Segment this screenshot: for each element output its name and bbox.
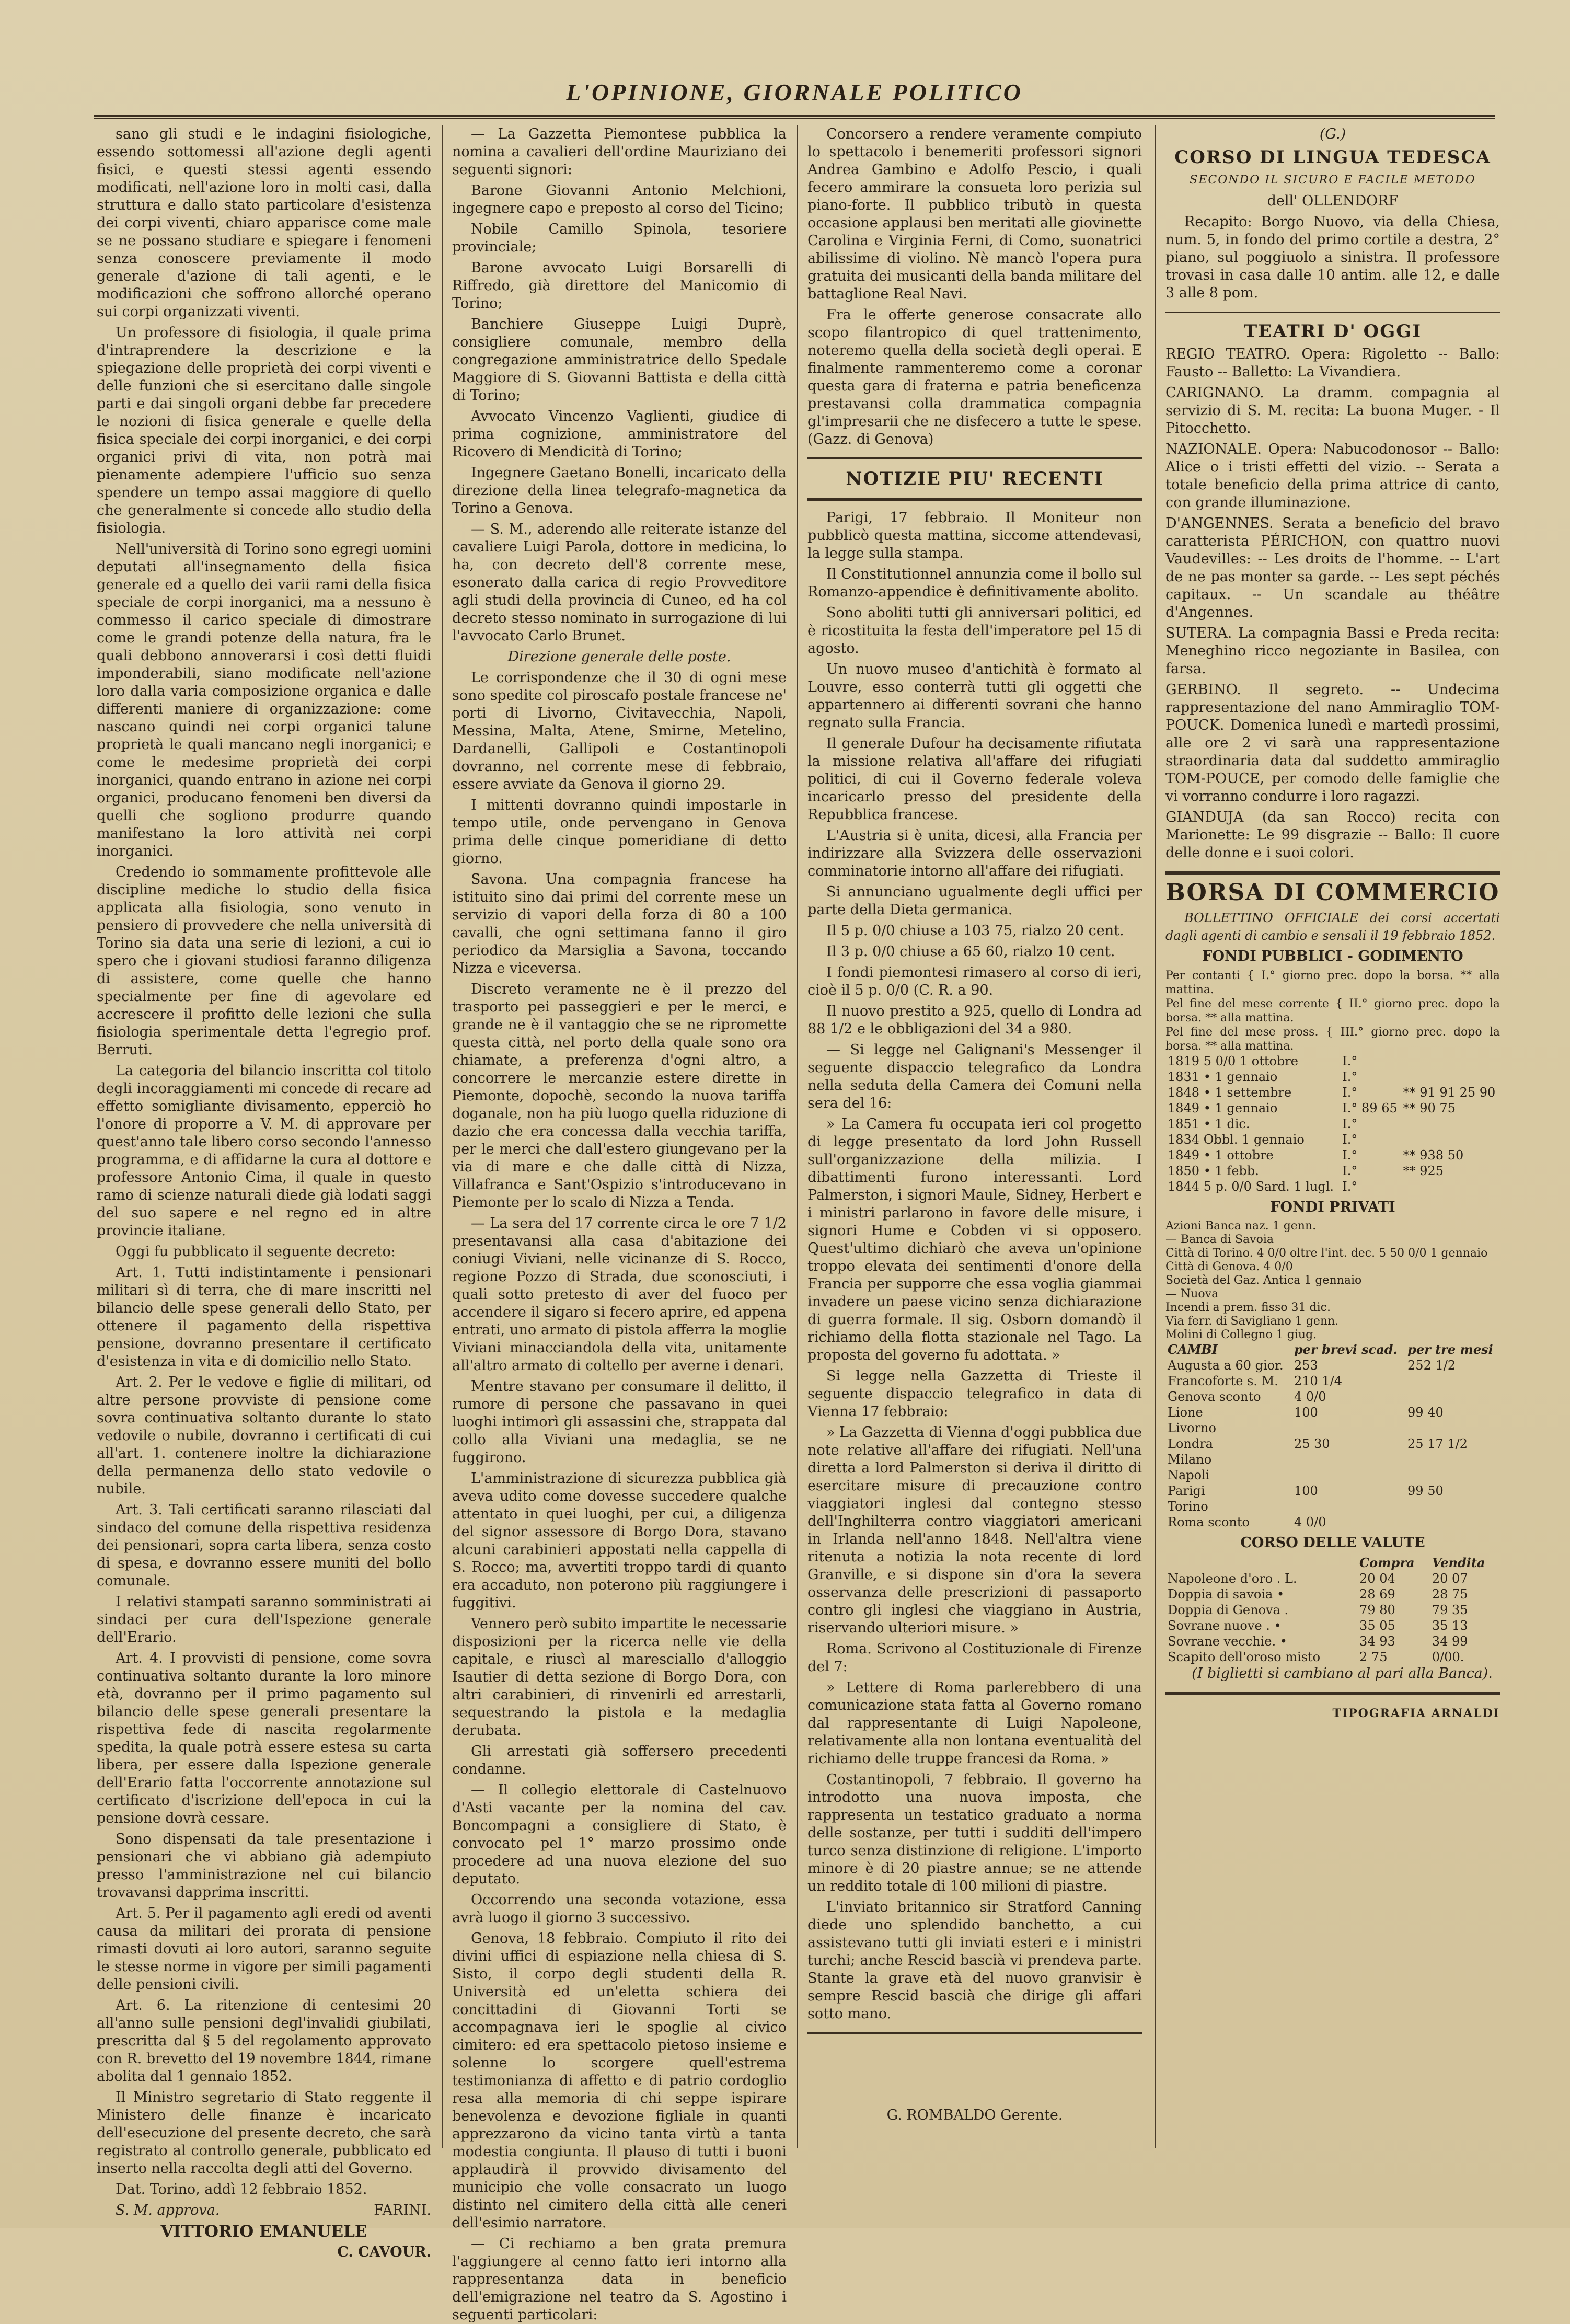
article-paragraph: Banchiere Giuseppe Luigi Duprè, consigliere comunale, membro della congregazione amministratrice dello Spedale Maggiore di S. Giovanni Battista e della città di Torino;: [452, 316, 787, 404]
table-cell: Sovrane vecchie. •: [1168, 1634, 1287, 1649]
fondi-privati-line: Molini di Collegno 1 giug.: [1165, 1328, 1317, 1341]
table-cell: 99 50: [1407, 1483, 1444, 1498]
article-paragraph: L'inviato britannico sir Stratford Canning diede uno splendido banchetto, a cui assistevano tutti gli inviati esteri e i ministri turchi; anche Rescid bascià vi prendeva parte. Stante la grave età del nuovo granvisir è sempre Rescid bascià che dirige gli affari sotto mano.: [807, 1899, 1142, 2022]
teatro-entry: NAZIONALE. Opera: Nabucodonosor -- Ballo: Alice o i tristi effetti del vizio. -- Serata a totale beneficio della prima attrice di canto, con grande illuminazione.: [1165, 441, 1500, 511]
article-paragraph: Fra le offerte generose consacrate allo scopo filantropico di quel trattenimento, noteremo quella della società degli operai. E finalmente rammenteremo come a coronar questa gara di fraterna e patria beneficenza prestavansi colla drammatica compagnia gl'impresarii che ne disfecero a tutte le spese. (Gazz. di Genova): [807, 307, 1142, 447]
king-signature: VITTORIO EMANUELE: [160, 2222, 367, 2241]
cambi-table: [1165, 1342, 1500, 1530]
article-paragraph: sano gli studi e le indagini fisiologiche, essendo sottomessi all'azione degli agenti fisici, e questi stessi agenti essendo modificati, nell'azione loro in molti casi, dalla struttura e dallo stato particolare d'esistenza dei corpi viventi, chiaro apparisce come male se ne possano studiare e spiegare i fenomeni senza conoscere previamente il modo generale d'azione di tali agenti, e le modificazioni che soffrono allorché operano sui corpi organizzati viventi.: [97, 126, 431, 320]
table-cell: 100: [1294, 1483, 1318, 1498]
table-row: [1165, 1053, 1500, 1069]
table-row: [1165, 1483, 1500, 1499]
table-row: [1165, 1405, 1500, 1420]
table-cell: 20 07: [1432, 1571, 1468, 1586]
table-cell: I.°: [1342, 1148, 1358, 1163]
table-cell: 1819 5 0/0 1 ottobre: [1168, 1054, 1298, 1068]
table-cell: 4 0/0: [1294, 1389, 1326, 1404]
corso-text: Recapito: Borgo Nuovo, via della Chiesa, num. 5, in fondo del primo cortile a destra, 2° piano, sul poggiuolo a sinistra. Il professore trovasi in casa dalle 10 antim. alle 12, e dalle 3 alle 8 pom.: [1165, 214, 1500, 301]
article-paragraph: L'Austria si è unita, dicesi, alla Francia per indirizzare alla Svizzera delle osservazioni comminatorie intorno all'affare dei rifugiati.: [807, 827, 1142, 879]
article-paragraph: L'amministrazione di sicurezza pubblica già aveva udito come dovesse succedere qualche attentato in quei luoghi, per cui, a diligenza del signor assessore di Borgo Dora, stavano alcuni carabinieri appostati nella cappella di S. Rocco; ma, avvertiti troppo tardi di quanto era accaduto, non poterono più raggiungere i fuggitivi.: [452, 1470, 787, 1611]
table-row: [1165, 1649, 1500, 1665]
table-cell: Augusta a 60 gior.: [1168, 1358, 1284, 1373]
table-cell: 25 30: [1294, 1436, 1330, 1451]
column-4: [1165, 125, 1500, 2148]
table-cell: Scapito dell'oroso misto: [1168, 1650, 1321, 1664]
table-cell: Roma sconto: [1168, 1515, 1250, 1529]
table-row: [1165, 1618, 1500, 1633]
table-cell: I.°: [1342, 1069, 1358, 1084]
table-row: [1165, 1179, 1500, 1194]
article-paragraph: Art. 2. Per le vedove e figlie di militari, od altre persone provviste di pensione come sovra continuativa soltanto durante lo stato vedovile o nubile, dovranno i certificati di cui all'art. 1. contenere inoltre la dichiarazione della permanenza dello stato vedovile o nubile.: [97, 1374, 431, 1497]
article-paragraph: I relativi stampati saranno somministrati ai sindaci per cura dell'Ispezione generale dell'Erario.: [97, 1594, 431, 1646]
article-paragraph: — La sera del 17 corrente circa le ore 7 1/2 presentavansi alla casa d'abitazione dei coniugi Viviani, nelle vicinanze di S. Rocco, regione Pozzo di Strada, due sconosciuti, i quali sotto pretesto di aver del fuoco per accendere il sigaro si fecero aprire, ed appena entrati, uno armato di pistola afferra la moglie Viviani minacciandola della vita, unitamente all'altro armato di coltello per averne i denari.: [452, 1215, 787, 1374]
article-paragraph: — S. M., aderendo alle reiterate istanze del cavaliere Luigi Parola, dottore in medicina, lo ha, con decreto dell'8 corrente mese, esonerato dalla carica di regio Provveditore agli studi della provincia di Cuneo, ed ha col decreto stesso nominato in surrogazione di lui l'avvocato Carlo Brunet.: [452, 521, 787, 644]
masthead: [94, 78, 1495, 119]
article-paragraph: Genova, 18 febbraio. Compiuto il rito dei divini uffici di espiazione nella chiesa di S. Sisto, il corpo degli studenti della R. Università ed un'eletta schiera dei concittadini di Giovanni Torti se accompagnava ieri le spoglie al civico cimitero: ed era spettacolo pietoso insieme e solenne lo scorgere quell'estrema testimonianza di affetto e di patrio cordoglio resa alla memoria di chi seppe ispirare benevolenza e devozione figliale in quanti apprezzarono da vicino tanta virtù a tanta modestia congiunta. Il plauso di tutti i buoni applaudirà il provvido divisamento del municipio che volle consacrato un luogo distinto nel cimitero della città alle ceneri dell'esimio narratore.: [452, 1930, 787, 2231]
table-row: [1165, 1132, 1500, 1147]
teatri-title: TEATRI D' OGGI: [1243, 321, 1422, 342]
teatro-entry: GERBINO. Il segreto. -- Undecima rappresentazione del nano Ammiraglio TOM-POUCK. Domenica lunedì e martedì prossimi, alle ore 2 vi sarà una rappresentazione straordinaria data dal suddetto ammiraglio TOM-POUCE, per comodo delle famiglie che vi vorranno condurre i loro ragazzi.: [1165, 682, 1500, 804]
column-2: [452, 125, 787, 2323]
table-row: [1165, 1586, 1500, 1602]
article-paragraph: — Ci rechiamo a ben grata premura l'aggiungere al cenno fatto ieri intorno alla rappresentanza data in beneficio dell'emigrazione nel teatro da S. Agostino i seguenti particolari:: [452, 2236, 787, 2323]
table-cell: Torino: [1168, 1499, 1208, 1514]
table-cell: [1405, 1389, 1500, 1405]
table-row: [1165, 1571, 1500, 1586]
article-paragraph: Sono dispensati da tale presentazione i pensionari che vi abbiano già adempiuto presso l'amministrazione nel cui bilancio trovavansi dapprima inscritti.: [97, 1831, 431, 1901]
article-paragraph: Il 5 p. 0/0 chiuse a 103 75, rialzo 20 cent.: [826, 923, 1124, 939]
article-paragraph: I fondi piemontesi rimasero al corso di ieri, cioè il 5 p. 0/0 (C. R. a 90.: [807, 964, 1142, 998]
table-cell: [1401, 1132, 1500, 1147]
article-paragraph: Art. 5. Per il pagamento agli eredi od aventi causa da militari dei prorata di pensione rimasti dovuti ai loro autori, saranno seguite le stesse norme in vigore per simili pagamenti delle pensioni civili.: [97, 1905, 431, 1993]
column-rule: [797, 125, 798, 2148]
table-header-cell: Compra: [1359, 1555, 1415, 1570]
approva-line: S. M. approva. FARINI.: [116, 2202, 431, 2218]
fondi-legend-line: Pel fine del mese pross. { III.° giorno prec. dopo la borsa. ** alla mattina.: [1165, 1026, 1500, 1053]
article-paragraph: Art. 3. Tali certificati saranno rilasciati dal sindaco del comune della rispettiva residenza dei pensionari, sopra carta libera, senza costo di spesa, e dovranno essere muniti del bollo comunale.: [97, 1502, 431, 1589]
ad-mark: (G.): [1319, 126, 1346, 142]
table-cell: [1401, 1053, 1500, 1069]
table-cell: 1848 • 1 settembre: [1168, 1085, 1292, 1100]
table-cell: ** 925: [1403, 1164, 1444, 1178]
article-paragraph: — Il collegio elettorale di Castelnuovo d'Asti vacante per la nomina del cav. Boncompagni a consigliere di Stato, è convocato pel 1° marzo prossimo onde procedere ad una nuova elezione del suo deputato.: [452, 1782, 787, 1887]
table-cell: [1405, 1499, 1500, 1514]
table-cell: [1292, 1452, 1405, 1467]
article-paragraph: Il 3 p. 0/0 chiuse a 65 60, rialzo 10 cent.: [826, 944, 1115, 960]
article-paragraph: Savona. Una compagnia francese ha istituito sino dai primi del corrente mese un servizio di vapori della forza di 80 a 100 cavalli, che ogni settimana fanno il giro periodico da Marsiglia a Savona, toccando Nizza e viceversa.: [452, 871, 787, 976]
table-cell: Doppia di Genova .: [1168, 1603, 1289, 1617]
valute-note: (I biglietti si cambiano al pari alla Banca).: [1192, 1665, 1493, 1682]
article-paragraph: » La Camera fu occupata ieri col progetto di legge presentato da lord John Russell sull'organizzazione della milizia. I dibattimenti furono interessanti. Lord Palmerston, i signori Maule, Sidney, Herbert e i ministri parlarono in favore delle misure, i signori Hume e Cobden vi si opposero. Quest'ultimo dichiarò che aveva un'opinione troppo elevata dei sentimenti d'onore della Francia per supporre che essa voglia giammai invadere un paese vicino senza dichiarazione di guerra formale. Il sig. Osborn domandò il richiamo della flotta stazionale nel Tago. La proposta del governo fu adottata. »: [807, 1116, 1142, 1363]
table-cell: Napoli: [1168, 1468, 1210, 1482]
corso-title: CORSO DI LINGUA TEDESCA: [1174, 147, 1491, 168]
article-paragraph: » La Gazzetta di Vienna d'oggi pubblica due note relative all'affare dei rifugiati. Nell'una diretta a lord Palmerston si deriva il diritto di esercitare misure di precauzione contro viaggiatori inglesi dal contegno stesso dell'Inghilterra contro viaggiatori americani in Irlanda nell'anno 1848. Nell'altra viene ritenuta a notizia la nota recente di lord Granville, e si dispone sin d'ora la severa osservanza delle prescrizioni di passaporto contro gli inglesi che viaggiano in Austria, riservando ulteriori misure. »: [807, 1424, 1142, 1636]
table-cell: ** 938 50: [1403, 1148, 1464, 1163]
table-cell: 1850 • 1 febb.: [1168, 1164, 1259, 1178]
table-cell: [1401, 1069, 1500, 1085]
article-paragraph: Vennero però subito impartite le necessarie disposizioni per la ricerca nelle vie della capitale, e riuscì al maresciallo d'alloggio Isautier di detta sezione di Borgo Dora, con altri carabinieri, di rinvenirli ed arrestarli, sequestrando la pistola e la medaglia derubata.: [452, 1616, 787, 1739]
table-cell: 1851 • 1 dic.: [1168, 1117, 1250, 1131]
article-paragraph: Art. 4. I provvisti di pensione, come sovra continuativa soltanto durante la loro minore età, dovranno per il primo pagamento sul bilancio delle spese generali presentare la rispettiva fede di nascita regolarmente spedita, la quale potrà essere estesa su carta libera, per essere dalla Ispezione generale dell'Erario fatta l'occorrente annotazione sul certificato d'iscrizione dell'epoca in cui la pensione dovrà cessare.: [97, 1650, 431, 1826]
teatro-entry: REGIO TEATRO. Opera: Rigoletto -- Ballo: Fausto -- Balletto: La Vivandiera.: [1165, 346, 1500, 380]
table-cell: [1292, 1499, 1405, 1514]
table-cell: I.°: [1342, 1164, 1358, 1178]
table-row: [1165, 1514, 1500, 1530]
teatro-entry: CARIGNANO. La dramm. compagnia al servizio di S. M. recita: La buona Muger. - Il Pitocchetto.: [1165, 385, 1500, 436]
table-row: [1165, 1633, 1500, 1649]
article-paragraph: Credendo io sommamente profittevole alle discipline mediche lo studio della fisica applicata alla fisiologia, sono venuto in pensiero di provvedere che nella università di Torino sia data una serie di lezioni, a cui io spero che i giovani studiosi faranno diligenza di assistere, come quelle che hanno specialmente per fine di agevolare ed accrescere il profitto delle lezioni che sulla fisiologia sperimentale detta l'egregio prof. Berruti.: [97, 864, 431, 1058]
corso-subtitle-2: dell' OLLENDORF: [1267, 193, 1399, 209]
table-cell: I.°: [1342, 1085, 1358, 1100]
table-header-cell: [1165, 1555, 1357, 1571]
table-cell: 1849 • 1 gennaio: [1168, 1101, 1278, 1115]
table-row: [1165, 1069, 1500, 1085]
article-paragraph: Il Constitutionnel annunzia come il bollo sul Romanzo-appendice è definitivamente abolito.: [807, 566, 1142, 600]
table-row: [1165, 1602, 1500, 1618]
tipografia: TIPOGRAFIA ARNALDI: [1332, 1707, 1500, 1720]
table-cell: 35 05: [1359, 1618, 1395, 1633]
fondi-privati-line: Città di Torino. 4 0/0 oltre l'int. dec. 5 50 0/0 1 gennaio: [1165, 1247, 1488, 1260]
article-paragraph: Avvocato Vincenzo Vaglienti, giudice di prima cognizione, amministratore del Ricovero di Mendicità di Torino;: [452, 408, 787, 460]
table-cell: Napoleone d'oro . L.: [1168, 1571, 1297, 1586]
table-cell: Milano: [1168, 1452, 1212, 1467]
masthead-title: L'OPINIONE, GIORNALE POLITICO: [566, 79, 1023, 106]
article-paragraph: Occorrendo una seconda votazione, essa avrà luogo il giorno 3 successivo.: [452, 1892, 787, 1926]
table-row: [1165, 1085, 1500, 1100]
borsa-title: BORSA DI COMMERCIO: [1165, 879, 1500, 906]
column-1: [97, 125, 431, 2260]
table-cell: 34 93: [1359, 1634, 1395, 1649]
table-cell: I.°: [1342, 1117, 1358, 1131]
fondi-privati-title: FONDI PRIVATI: [1270, 1199, 1395, 1215]
teatro-entry: SUTERA. La compagnia Bassi e Preda recita: Meneghino ricco negoziante in Basilea, con farsa.: [1165, 625, 1500, 677]
table-row: [1165, 1147, 1500, 1163]
table-cell: [1405, 1420, 1500, 1436]
table-cell: 4 0/0: [1294, 1515, 1326, 1529]
article-paragraph: Sono aboliti tutti gli anniversari politici, ed è ricostituita la festa dell'imperatore pel 15 di agosto.: [807, 605, 1142, 657]
table-cell: 34 99: [1432, 1634, 1468, 1649]
table-cell: 35 13: [1432, 1618, 1468, 1633]
valute-title: CORSO DELLE VALUTE: [1240, 1535, 1425, 1551]
article-paragraph: Art. 1. Tutti indistintamente i pensionari militari sì di terra, che di mare inscritti nel bilancio delle spese generali dello Stato, per ottenere il pagamento della rispettiva pensione, dovranno presentare il certificato d'esistenza in vita e di domicilio nello Stato.: [97, 1264, 431, 1370]
table-cell: I.°: [1342, 1132, 1358, 1147]
article-paragraph: Roma. Scrivono al Costituzionale di Firenze del 7:: [807, 1641, 1142, 1675]
table-header-cell: Vendita: [1432, 1555, 1485, 1570]
table-header-cell: per tre mesi: [1407, 1342, 1493, 1357]
table-row: [1165, 1357, 1500, 1373]
table-row: [1165, 1420, 1500, 1436]
table-cell: 2 75: [1359, 1650, 1388, 1664]
table-cell: Genova sconto: [1168, 1389, 1261, 1404]
column-3: [807, 125, 1142, 2148]
valute-table: [1165, 1555, 1500, 1665]
table-cell: 210 1/4: [1294, 1374, 1343, 1388]
fondi-table: [1165, 1053, 1500, 1194]
table-row: [1165, 1436, 1500, 1452]
cavour-signature: C. CAVOUR.: [337, 2244, 431, 2260]
fondi-legend-line: Pel fine del mese corrente { II.° giorno prec. dopo la borsa. ** alla mattina.: [1165, 997, 1500, 1025]
article-paragraph: I mittenti dovranno quindi impostarle in tempo utile, onde pervengano in Genova prima delle cinque pomeridiane di detto giorno.: [452, 797, 787, 867]
article-paragraph: Art. 6. La ritenzione di centesimi 20 all'anno sulle pensioni degl'invalidi giubilati, prescritta dal § 5 del regolamento approvato con R. brevetto del 19 novembre 1844, rimane abolita dal 1 gennaio 1852.: [97, 1997, 431, 2085]
teatro-entry: D'ANGENNES. Serata a beneficio del bravo caratterista PÉRICHON, con quattro nuovi Vaudevilles: -- Les droits de l'homme. -- L'art de ne pas monter sa garde. -- Les sept péchés capitaux. -- Un scandale au théâtre d'Angennes.: [1165, 515, 1500, 620]
table-row: [1165, 1452, 1500, 1467]
fondi-legend-line: Per contanti { I.° giorno prec. dopo la borsa. ** alla mattina.: [1165, 969, 1500, 996]
article-paragraph: Barone Giovanni Antonio Melchioni, ingegnere capo e preposto al corso del Ticino;: [452, 182, 787, 216]
table-cell: 1844 5 p. 0/0 Sard. 1 lugl.: [1168, 1179, 1334, 1194]
table-cell: 99 40: [1407, 1405, 1444, 1420]
article-paragraph: Dat. Torino, addì 12 febbraio 1852.: [116, 2181, 367, 2198]
article-paragraph: Si legge nella Gazzetta di Trieste il seguente dispaccio telegrafico in data di Vienna 17 febbraio:: [807, 1368, 1142, 1420]
article-paragraph: Il nuovo prestito a 925, quello di Londra ad 88 1/2 e le obbligazioni del 34 a 980.: [807, 1003, 1142, 1037]
table-cell: 25 17 1/2: [1407, 1436, 1468, 1451]
table-cell: [1292, 1420, 1405, 1436]
article-paragraph: Un professore di fisiologia, il quale prima d'intraprendere la descrizione e la spiegazione delle proprietà dei corpi viventi e delle funzioni che si esercitano dalle singole parti e dai singoli organi debbe far precedere le nozioni di fisica generale e quelle della fisica speciale dei corpi inorganici, e dei corpi organici privi di vita, non potrà mai pienamente adempiere l'ufficio suo senza spendere un tempo assai maggiore di quello che generalmente si concede allo studio della fisiologia.: [97, 325, 431, 536]
table-cell: I.°: [1342, 1179, 1358, 1194]
table-cell: 79 35: [1432, 1603, 1468, 1617]
article-paragraph: Nell'università di Torino sono egregi uomini deputati all'insegnamento della fisica generale ed a quello dei varii rami della fisica speciale de corpi inorganici, ma a nessuno è commesso il carico speciale di dimostrare come le grandi potenze della natura, fra le quali debbono annoverarsi i così detti fluidi imponderabili, siano modificate nell'azione loro dalla varia composizione organica e dalle differenti maniere di organizzazione: come nascano quindi nei corpi organici talune proprietà le quali mancano negli inorganici; e come le medesime proprietà dei corpi inorganici, quando entrano in azione nei corpi organici, producano fenomeni ben diversi da quelli che sogliono produrre quando manifestano la loro attività nei corpi inorganici.: [97, 541, 431, 859]
table-cell: 1849 • 1 ottobre: [1168, 1148, 1274, 1163]
table-cell: [1405, 1452, 1500, 1467]
article-paragraph: Le corrispondenze che il 30 di ogni mese sono spedite col piroscafo postale francese ne' porti di Livorno, Civitavecchia, Napoli, Messina, Malta, Atene, Smirne, Metelino, Dardanelli, Gallipoli e Costantinopoli dovranno, nel corrente mese di febbraio, essere avviate da Genova il giorno 29.: [452, 670, 787, 792]
table-cell: Doppia di savoia •: [1168, 1587, 1285, 1602]
table-cell: 1834 Obbl. 1 gennaio: [1168, 1132, 1305, 1147]
table-cell: Parigi: [1168, 1483, 1205, 1498]
table-cell: I.° 89 65: [1342, 1101, 1398, 1115]
fondi-privati-line: Città di Genova. 4 0/0: [1165, 1260, 1293, 1273]
table-cell: Londra: [1168, 1436, 1213, 1451]
table-cell: ** 90 75: [1403, 1101, 1456, 1115]
article-paragraph: Barone avvocato Luigi Borsarelli di Riffredo, già direttore del Manicomio di Torino;: [452, 260, 787, 312]
article-paragraph: — La Gazzetta Piemontese pubblica la nomina a cavalieri dell'ordine Mauriziano dei seguenti signori:: [452, 126, 787, 178]
table-cell: Sovrane nuove . •: [1168, 1618, 1282, 1633]
article-paragraph: Ingegnere Gaetano Bonelli, incaricato della direzione della linea telegrafo-magnetica da Torino a Genova.: [452, 465, 787, 516]
table-row: [1165, 1116, 1500, 1132]
table-row: [1165, 1163, 1500, 1179]
article-paragraph: Il Ministro segretario di Stato reggente il Ministero delle finanze è incaricato dell'esecuzione del presente decreto, che sarà registrato al controllo generale, pubblicato ed inserto nella raccolta degli atti del Governo.: [97, 2089, 431, 2177]
table-cell: 100: [1294, 1405, 1318, 1420]
article-paragraph: — Si legge nel Galignani's Messenger il seguente dispaccio telegrafico da Londra nella seduta della Camera dei Comuni nella sera del 16:: [807, 1042, 1142, 1111]
gerente-line: G. ROMBALDO Gerente.: [886, 2107, 1063, 2123]
table-header-cell: CAMBI: [1168, 1342, 1218, 1357]
fondi-privati-line: Via ferr. di Savigliano 1 genn.: [1165, 1315, 1339, 1328]
article-paragraph: Discreto veramente ne è il prezzo del trasporto pei passeggieri e per le merci, e grande ne è il vantaggio che se ne ripromette questa città, nel porto della quale sono ora chiamate, a preferenza d'ogni altro, a concorrere le mercanzie estere dirette in Piemonte, dopochè, secondo la nuova tariffa doganale, non ha più luogo quella riduzione di dazio che era concessa dalla vecchia tariffa, per le merci che dall'estero giungevano per la via di mare e che dalle città di Nizza, Villafranca e Sant'Ospizio s'introducevano in Piemonte per lo scalo di Nizza a Tenda.: [452, 981, 787, 1211]
article-paragraph: Un nuovo museo d'antichità è formato al Louvre, esso conterrà tutti gli oggetti che appartennero ai differenti sovrani che hanno regnato sulla Francia.: [807, 661, 1142, 731]
article-paragraph: Gli arrestati già soffersero precedenti condanne.: [452, 1743, 787, 1777]
article-paragraph: Nobile Camillo Spinola, tesoriere provinciale;: [452, 221, 787, 255]
table-cell: I.°: [1342, 1054, 1358, 1068]
borsa-subtitle: BOLLETTINO OFFICIALE dei corsi accertati dagli agenti di cambio e sensali il 19 febbraio 1852.: [1165, 911, 1500, 943]
fondi-privati-line: Società del Gaz. Antica 1 gennaio: [1165, 1274, 1362, 1287]
article-paragraph: Il generale Dufour ha decisamente rifiutata la missione relativa all'affare dei rifugiati politici, di cui il Governo federale voleva incaricarlo presso del presidente della Repubblica francese.: [807, 735, 1142, 823]
table-row: [1165, 1100, 1500, 1116]
article-paragraph: Costantinopoli, 7 febbraio. Il governo ha introdotto una nuova imposta, che rappresenta un testatico graduato a norma delle sostanze, per tutti i sudditi dell'impero turco senza distinzione di religione. L'importo minore è di 20 piastre annue; se ne attende un reddito totale di 100 milioni di piastre.: [807, 1771, 1142, 1894]
table-cell: Lione: [1168, 1405, 1203, 1420]
fondi-privati-line: — Nuova: [1165, 1287, 1219, 1301]
fondi-privati-line: Azioni Banca naz. 1 genn.: [1165, 1219, 1317, 1233]
article-paragraph: Parigi, 17 febbraio. Il Moniteur non pubblicò questa mattina, siccome attendevasi, la legge sulla stampa.: [807, 510, 1142, 561]
table-cell: Livorno: [1168, 1421, 1216, 1435]
article-paragraph: La categoria del bilancio inscritta col titolo degli incoraggiamenti mi concede di recare ad effetto somigliante divisamento, epperciò ho l'onore di proporre a V. M. di approvare per quest'anno tale libero corso secondo l'annesso programma, e di affidarne la cura al dottore e professore Antonio Cima, il quale in questo ramo di scienze naturali diede già lodati saggi del suo sapere e nel regno ed in altre provincie italiane.: [97, 1063, 431, 1239]
article-paragraph: Si annunciano ugualmente degli uffici per parte della Dieta germanica.: [807, 884, 1142, 918]
table-row: [1165, 1389, 1500, 1405]
table-cell: 28 75: [1432, 1587, 1468, 1602]
column-rule: [442, 125, 443, 2148]
table-cell: 1831 • 1 gennaio: [1168, 1069, 1278, 1084]
fondi-pubblici-title: FONDI PUBBLICI - GODIMENTO: [1202, 948, 1463, 964]
fondi-privati-line: — Banca di Savoia: [1165, 1233, 1274, 1246]
table-cell: Francoforte s. M.: [1168, 1374, 1278, 1388]
table-row: [1165, 1373, 1500, 1389]
corso-subtitle: SECONDO IL SICURO E FACILE METODO: [1190, 174, 1476, 187]
table-row: [1165, 1499, 1500, 1514]
table-header-cell: per brevi scad.: [1294, 1342, 1398, 1357]
table-cell: 28 69: [1359, 1587, 1395, 1602]
fondi-privati-line: Incendi a prem. fisso 31 dic.: [1165, 1301, 1331, 1314]
table-cell: [1401, 1116, 1500, 1132]
table-cell: [1401, 1179, 1500, 1194]
table-cell: 253: [1294, 1358, 1318, 1373]
table-cell: 252 1/2: [1407, 1358, 1456, 1373]
table-row: [1165, 1467, 1500, 1483]
table-cell: [1292, 1467, 1405, 1483]
article-paragraph: Concorsero a rendere veramente compiuto lo spettacolo i benemeriti professori signori Andrea Gambino e Adolfo Pescio, i quali fecero ammirare la consueta loro perizia sul piano-forte. Il pubblico tributò in questa occasione applausi ben meritati alle giovinette Carolina e Virginia Ferni, di Como, suonatrici abilissime di violino. Nè mancò l'opera pura gratuita dei musicanti della banda militare del battaglione Real Navi.: [807, 126, 1142, 302]
table-cell: ** 91 91 25 90: [1403, 1085, 1496, 1100]
teatro-entry: GIANDUJA (da san Rocco) recita con Marionette: Le 99 disgrazie -- Ballo: Il cuore delle donne e i suoi colori.: [1165, 809, 1500, 861]
table-cell: [1405, 1467, 1500, 1483]
table-cell: 20 04: [1359, 1571, 1395, 1586]
notizie-heading: NOTIZIE PIU' RECENTI: [846, 468, 1104, 489]
direzione-poste: Direzione generale delle poste.: [507, 649, 731, 665]
table-cell: [1405, 1373, 1500, 1389]
table-cell: 79 80: [1359, 1603, 1395, 1617]
article-paragraph: Oggi fu pubblicato il seguente decreto:: [116, 1244, 396, 1260]
table-cell: [1405, 1514, 1500, 1530]
article-paragraph: » Lettere di Roma parlerebbero di una comunicazione stata fatta al Governo romano dal rappresentante di Luigi Napoleone, relativamente alla non lontana eventualità del richiamo delle truppe francesi da Roma. »: [807, 1679, 1142, 1767]
table-cell: 0/00.: [1432, 1650, 1464, 1664]
article-paragraph: Mentre stavano per consumare il delitto, il rumore di persone che passavano in quei luoghi intimorì gli assassini che, strappata dal collo alla Viviani una medaglia, se ne fuggirono.: [452, 1378, 787, 1466]
column-rule: [1155, 125, 1156, 2148]
